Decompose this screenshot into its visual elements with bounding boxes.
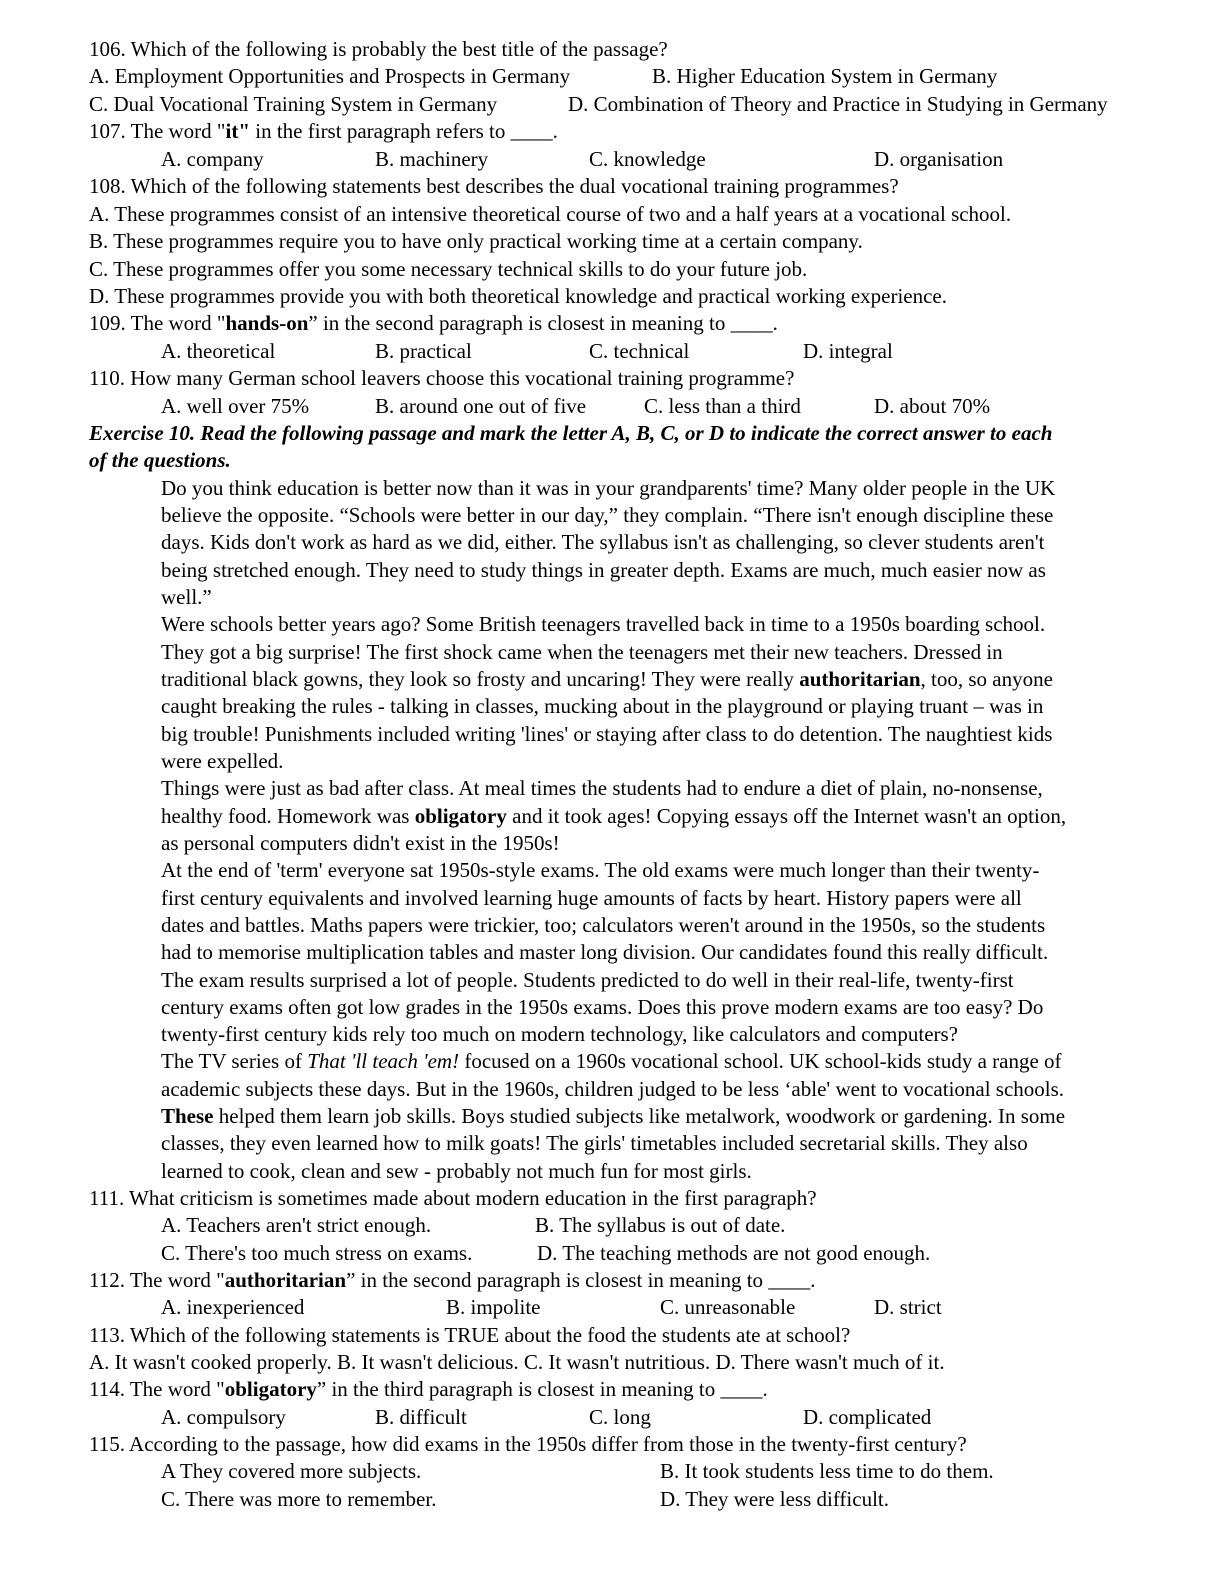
option-115-c: C. There was more to remember. [161, 1487, 437, 1511]
question-114-keyword: obligatory [224, 1377, 317, 1401]
question-115: 115. According to the passage, how did exams in the 1950s differ from those in the twenty-first century? [89, 1432, 967, 1456]
option-108-b: B. These programmes require you to have only practical working time at a certain company. [89, 229, 863, 253]
option-109-c: C. technical [589, 339, 690, 363]
option-109-a: A. theoretical [161, 339, 276, 363]
passage-p5-line: learned to cook, clean and sew - probably not much fun for most girls. [161, 1159, 752, 1183]
question-112-pre: 112. The word " [89, 1268, 225, 1292]
passage-p2-line: Were schools better years ago? Some British teenagers travelled back in time to a 1950s boarding school. [161, 612, 1046, 636]
passage-p5-line: classes, they even learned how to milk goats! The girls' timetables included secretarial skills. They also [161, 1131, 1028, 1155]
option-107-d: D. organisation [874, 147, 1004, 171]
option-111-a: A. Teachers aren't strict enough. [161, 1213, 432, 1237]
question-112 [89, 1267, 816, 1294]
passage-text: focused on a 1960s vocational school. UK school-kids study a range of [459, 1049, 1062, 1073]
passage-p4-line: century exams often got low grades in the 1950s exams. Does this prove modern exams are too easy? Do [161, 995, 1044, 1019]
option-107-c: C. knowledge [589, 147, 706, 171]
passage-p4-line: had to memorise multiplication tables and master long division. Our candidates found this really difficult. [161, 940, 1049, 964]
passage-p3-line: as personal computers didn't exist in the 1950s! [161, 831, 560, 855]
passage-text: healthy food. Homework was [161, 804, 415, 828]
option-110-c: C. less than a third [644, 394, 801, 418]
option-106-d: D. Combination of Theory and Practice in Studying in Germany [568, 92, 1108, 116]
option-111-d: D. The teaching methods are not good enough. [537, 1241, 931, 1265]
passage-p3-line [161, 803, 1066, 830]
question-108: 108. Which of the following statements best describes the dual vocational training programmes? [89, 174, 899, 198]
option-106-c: C. Dual Vocational Training System in Germany [89, 92, 498, 116]
question-107-keyword: it" [225, 119, 250, 143]
question-112-keyword: authoritarian [224, 1268, 347, 1292]
question-109-pre: 109. The word " [89, 311, 226, 335]
option-114-a: A. compulsory [161, 1405, 286, 1429]
passage-p3-line: Things were just as bad after class. At meal times the students had to endure a diet of plain, no-nonsense, [161, 776, 1043, 800]
option-109-b: B. practical [375, 339, 472, 363]
passage-p1-line: being stretched enough. They need to study things in greater depth. Exams are much, much easier now as [161, 558, 1046, 582]
passage-p1-line: days. Kids don't work as hard as we did, either. The syllabus isn't as challenging, so clever students aren't [161, 530, 1045, 554]
passage-text: The TV series of [161, 1049, 308, 1073]
option-111-b: B. The syllabus is out of date. [535, 1213, 786, 1237]
passage-p2-line: They got a big surprise! The first shock came when the teenagers met their new teachers. Dressed in [161, 640, 1003, 664]
question-114 [89, 1376, 768, 1403]
passage-keyword-obligatory: obligatory [414, 804, 507, 828]
option-111-c: C. There's too much stress on exams. [161, 1241, 473, 1265]
question-107-pre: 107. The word " [89, 119, 226, 143]
question-109-post: ” in the second paragraph is closest in meaning to ____. [308, 311, 778, 335]
exercise-heading-line-2: of the questions. [89, 448, 231, 472]
question-114-pre: 114. The word " [89, 1377, 225, 1401]
question-112-post: ” in the second paragraph is closest in meaning to ____. [346, 1268, 816, 1292]
passage-p4-line: dates and battles. Maths papers were trickier, too; calculators weren't around in the 1950s, so the students [161, 913, 1046, 937]
option-108-a: A. These programmes consist of an intensive theoretical course of two and a half years at a vocational school. [89, 202, 1012, 226]
option-112-b: B. impolite [446, 1295, 541, 1319]
option-108-c: C. These programmes offer you some necessary technical skills to do your future job. [89, 257, 808, 281]
passage-p2-line: big trouble! Punishments included writing 'lines' or staying after class to do detention. The naughtiest kids [161, 722, 1053, 746]
passage-p2-line: caught breaking the rules - talking in classes, mucking about in the playground or playing truant – was in [161, 694, 1044, 718]
passage-p5-line [161, 1103, 1065, 1130]
question-106: 106. Which of the following is probably the best title of the passage? [89, 37, 668, 61]
exercise-heading-line-1: Exercise 10. Read the following passage and mark the letter A, B, C, or D to indicate the correct answer to each [89, 421, 1053, 445]
question-110: 110. How many German school leavers choose this vocational training programme? [89, 366, 795, 390]
passage-p1-line: well.” [161, 585, 212, 609]
passage-text: helped them learn job skills. Boys studied subjects like metalwork, woodwork or gardening. In some [213, 1104, 1066, 1128]
passage-p5-line [161, 1048, 1062, 1075]
option-112-d: D. strict [874, 1295, 942, 1319]
option-106-a: A. Employment Opportunities and Prospects in Germany [89, 64, 571, 88]
option-107-b: B. machinery [375, 147, 489, 171]
question-109 [89, 310, 778, 337]
option-110-d: D. about 70% [874, 394, 991, 418]
passage-p2-line [161, 666, 1053, 693]
option-114-b: B. difficult [375, 1405, 467, 1429]
passage-text: traditional black gowns, they look so frosty and uncaring! They were really [161, 667, 800, 691]
question-107-post: in the first paragraph refers to ____. [250, 119, 558, 143]
passage-p4-line: first century equivalents and involved learning huge amounts of facts by heart. History papers were all [161, 886, 1022, 910]
option-108-d: D. These programmes provide you with both theoretical knowledge and practical working experience. [89, 284, 947, 308]
passage-p2-line: were expelled. [161, 749, 284, 773]
passage-text: and it took ages! Copying essays off the Internet wasn't an option, [506, 804, 1067, 828]
option-106-b: B. Higher Education System in Germany [652, 64, 998, 88]
option-115-a: A They covered more subjects. [161, 1459, 422, 1483]
option-114-c: C. long [589, 1405, 651, 1429]
option-109-d: D. integral [803, 339, 893, 363]
option-115-d: D. They were less difficult. [660, 1487, 890, 1511]
options-113: A. It wasn't cooked properly. B. It wasn't delicious. C. It wasn't nutritious. D. There wasn't much of it. [89, 1350, 945, 1374]
passage-text: , too, so anyone [920, 667, 1053, 691]
option-107-a: A. company [161, 147, 264, 171]
option-110-a: A. well over 75% [161, 394, 310, 418]
question-114-post: ” in the third paragraph is closest in meaning to ____. [316, 1377, 768, 1401]
option-110-b: B. around one out of five [375, 394, 587, 418]
passage-p1-line: believe the opposite. “Schools were better in our day,” they complain. “There isn't enough discipline these [161, 503, 1054, 527]
option-112-c: C. unreasonable [660, 1295, 796, 1319]
passage-tv-series-title: That 'll teach 'em! [307, 1049, 460, 1073]
option-112-a: A. inexperienced [161, 1295, 305, 1319]
passage-p4-line: At the end of 'term' everyone sat 1950s-style exams. The old exams were much longer than their twenty- [161, 858, 1040, 882]
passage-p4-line: twenty-first century kids rely too much on modern technology, like calculators and computers? [161, 1022, 958, 1046]
passage-keyword-authoritarian: authoritarian [799, 667, 921, 691]
question-109-keyword: hands-on [225, 311, 309, 335]
question-113: 113. Which of the following statements is TRUE about the food the students ate at school? [89, 1323, 851, 1347]
passage-p5-line: academic subjects these days. But in the 1960s, children judged to be less ‘able' went to vocational schools. [161, 1077, 1065, 1101]
option-115-b: B. It took students less time to do them. [660, 1459, 994, 1483]
passage-p4-line: The exam results surprised a lot of people. Students predicted to do well in their real-life, twenty-first [161, 968, 1014, 992]
question-111: 111. What criticism is sometimes made about modern education in the first paragraph? [89, 1186, 817, 1210]
passage-p1-line: Do you think education is better now than it was in your grandparents' time? Many older people in the UK [161, 476, 1056, 500]
option-114-d: D. complicated [803, 1405, 932, 1429]
passage-keyword-these: These [161, 1104, 214, 1128]
question-107 [89, 118, 558, 145]
